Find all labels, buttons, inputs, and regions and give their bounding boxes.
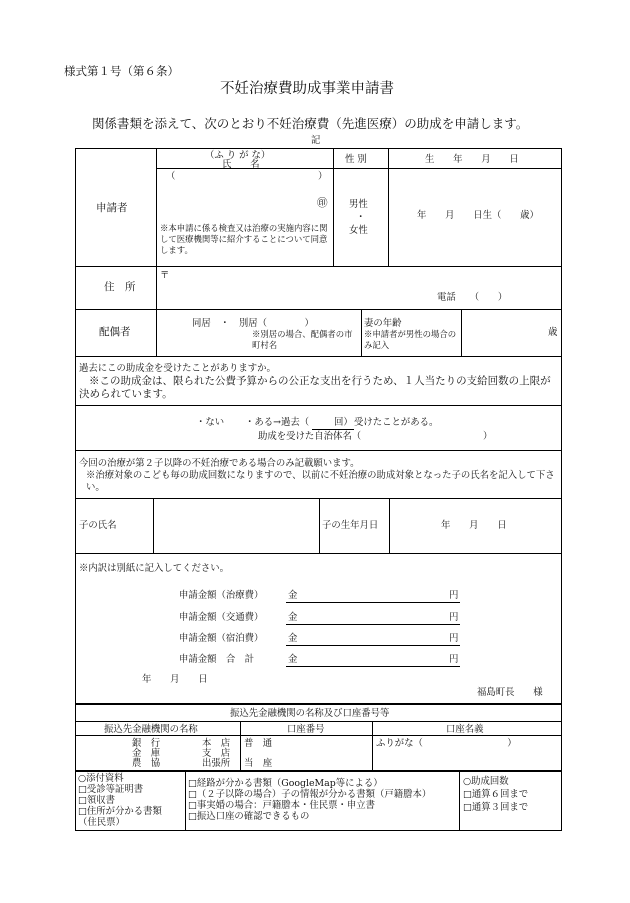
bank-type-bank: 銀 行: [132, 738, 161, 749]
bank-header: 振込先金融機関の名称及び口座番号等: [230, 708, 390, 719]
gender-female: 女性: [349, 225, 368, 236]
phone-label: 電話 （ ）: [437, 292, 508, 303]
form-number: 様式第１号（第６条）: [64, 64, 179, 78]
gender-label: 性 別: [345, 154, 367, 165]
amount-label-total: 申請金額 合 計: [179, 654, 255, 665]
gender-dot: ・: [356, 212, 366, 223]
history-none: ・ない: [196, 417, 225, 428]
spouse-label: 配偶者: [99, 326, 131, 338]
grid-line: [75, 266, 562, 267]
wife-age-label: 妻の年齢: [364, 318, 402, 329]
ki-label: 記: [311, 135, 321, 146]
amount-prefix: 金: [288, 654, 298, 665]
amount-line: [286, 602, 460, 603]
bank-col-account: 口座番号: [287, 724, 325, 735]
amount-unit: 円: [449, 590, 459, 601]
grid-line: [75, 553, 562, 554]
name-label: 氏 名: [222, 159, 260, 170]
grid-line: [185, 771, 186, 831]
grid-line: [75, 356, 562, 357]
child-note1: 今回の治療が第２子以降の不妊治療である場合のみ記載願います。: [79, 458, 360, 469]
paren-close: ）: [318, 171, 328, 182]
branch-type-branch: 支 店: [202, 748, 231, 759]
count-underline: [312, 429, 354, 430]
grid-line: [156, 168, 562, 169]
grid-line: [153, 498, 154, 553]
amount-unit: 円: [449, 654, 459, 665]
amount-line: [286, 645, 460, 646]
history-note: ※この助成金は、限られた公費予算からの公正な支出を行うため、１人当たりの支給回数の上限が決められています。: [79, 375, 551, 400]
birthdate-value: 年 月 日生（ 歳）: [417, 210, 539, 221]
consent-note: ※本申請に係る検査又は治療の実施内容に関して医療機関等に紹介することについて同意します。: [160, 223, 328, 255]
history-count: 回）: [334, 417, 353, 428]
attachment-item: □経路が分かる書類（GoogleMap等による）: [188, 778, 383, 789]
bank-type-nokyo: 農 協: [132, 758, 161, 769]
grid-line: [75, 405, 562, 406]
child-birth-label: 子の生年月日: [322, 520, 379, 531]
addressee: 福島町長 様: [477, 687, 543, 698]
furigana-label: （ふ り が な）: [205, 150, 271, 161]
amount-label-lodging: 申請金額（宿泊費）: [179, 633, 264, 644]
application-date: 年 月 日: [142, 674, 208, 685]
history-municipality: 助成を受けた自治体名（ ）: [258, 431, 493, 442]
age-unit: 歳: [548, 327, 558, 338]
holder-furigana: ふりがな（ ）: [376, 738, 517, 749]
grid-line: [361, 309, 362, 356]
amount-prefix: 金: [288, 633, 298, 644]
grid-line: [156, 148, 157, 336]
intro-text: 関係書類を添えて、次のとおり不妊治療費（先進医療）の助成を申請します。: [92, 116, 529, 131]
amount-note: ※内訳は別紙に記入してください。: [79, 563, 230, 574]
amount-line: [286, 666, 460, 667]
attachments-heading: ○添付資料: [78, 773, 124, 784]
count-heading: ○助成回数: [463, 776, 509, 787]
grid-line: [459, 771, 460, 831]
count-option-6: □通算６回まで: [463, 789, 529, 800]
child-note2: ※治療対象のこども毎の助成回数になりますので、以前に不妊治療の助成対象となった子の氏名を記入して下さい。: [86, 470, 555, 493]
grid-line: [75, 450, 562, 451]
grid-line: [461, 309, 462, 356]
amount-label-transport: 申請金額（交通費）: [179, 612, 264, 623]
attachment-item: □領収書: [78, 795, 115, 806]
history-yes-suffix: 受けたことがある。: [354, 417, 439, 428]
account-type-toza: 当 座: [244, 758, 273, 769]
grid-line: [388, 148, 389, 266]
branch-type-office: 出張所: [202, 758, 231, 769]
amount-line: [286, 624, 460, 625]
applicant-label: 申請者: [96, 202, 128, 214]
attachment-item: □振込口座の確認できるもの: [188, 811, 310, 822]
bank-col-name: 振込先金融機関の名称: [104, 724, 198, 735]
attachment-item: □受診等証明書: [78, 784, 144, 795]
grid-line: [333, 148, 334, 266]
history-yes-prefix: ・ある→過去（: [245, 417, 310, 428]
seal-mark: ㊞: [317, 197, 328, 209]
grid-line: [389, 498, 390, 553]
spouse-living: 同居 ・ 別居（ ）: [192, 318, 314, 329]
child-birth-value: 年 月 日: [441, 520, 507, 531]
grid-line: [75, 735, 562, 736]
branch-type-main: 本 店: [202, 738, 231, 749]
attachment-item: （住民票）: [78, 817, 125, 828]
attachment-item: □（２子以降の場合）子の情報が分かる書類（戸籍謄本）: [188, 789, 432, 800]
address-label: 住 所: [104, 281, 136, 293]
grid-line: [156, 309, 157, 356]
amount-unit: 円: [449, 612, 459, 623]
history-question: 過去にこの助成金を受けたことがありますか。: [79, 363, 276, 374]
amount-unit: 円: [449, 633, 459, 644]
bank-type-kinko: 金 庫: [132, 748, 161, 759]
grid-line: [75, 309, 562, 310]
grid-line: [75, 721, 562, 722]
gender-male: 男性: [349, 199, 368, 210]
amount-prefix: 金: [288, 612, 298, 623]
postal-mark: 〒: [160, 270, 170, 281]
grid-line: [319, 498, 320, 553]
wife-age-note: ※申請者が男性の場合のみ記入: [364, 329, 457, 350]
page-title: 不妊治療費助成事業申請書: [220, 81, 394, 97]
paren-open: （: [166, 171, 176, 182]
child-name-label: 子の氏名: [79, 520, 117, 531]
count-option-3: □通算３回まで: [463, 802, 529, 813]
grid-line: [372, 721, 373, 771]
birthdate-label: 生 年 月 日: [425, 154, 519, 165]
attachment-item: □住所が分かる書類: [78, 806, 162, 817]
amount-label-treatment: 申請金額（治療費）: [179, 590, 264, 601]
amount-prefix: 金: [288, 590, 298, 601]
attachment-item: □事実婚の場合：戸籍謄本・住民票・申立書: [188, 800, 375, 811]
account-type-futsu: 普 通: [244, 738, 273, 749]
spouse-separate-note: ※別居の場合、配偶者の市町村名: [252, 329, 353, 350]
grid-line: [240, 721, 241, 771]
bank-col-holder: 口座名義: [446, 724, 484, 735]
